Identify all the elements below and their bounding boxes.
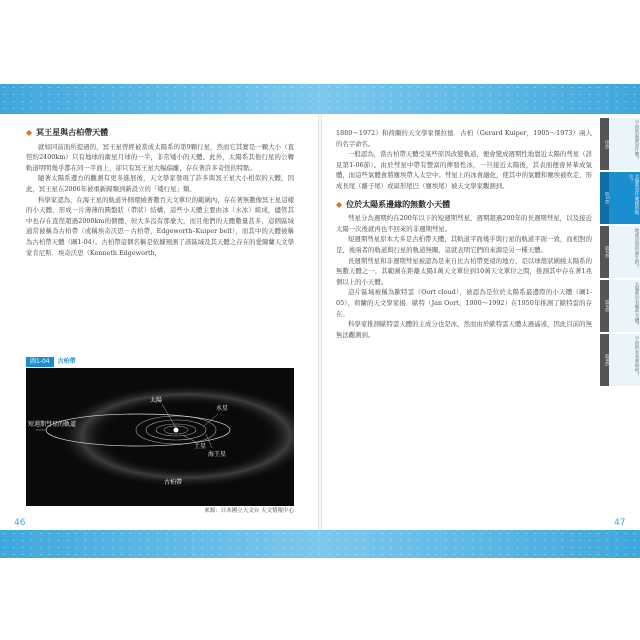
page-number-left: 46 xyxy=(14,518,26,528)
paragraph: 長週期彗星和非週期彗星被認為是來自比古柏帶更遠的地方，是以球殼狀圍繞太陽系的無數天體之一，其範圍在距離太陽1萬天文單位到10萬天文單位之間，推測其中存在著1兆個以上的小天體。 xyxy=(336,256,592,286)
kuiper-belt-illustration xyxy=(26,368,294,506)
kuiper-belt-figure xyxy=(26,368,294,506)
label-saturn: 土星 xyxy=(194,443,207,450)
paragraph: 科學家推測歐特雲天體的主成分也是冰，然而由於歐特雲天體太過遙遠，因此目前的無無法觀測到。 xyxy=(336,320,592,339)
label-kuiper-belt: 古柏帶 xyxy=(164,479,183,486)
book-gutter xyxy=(318,114,322,530)
chapter-tab[interactable]: 序章 宇宙的起源是什麼？ xyxy=(600,118,640,170)
figure-caption-bar xyxy=(26,357,294,367)
left-text-column xyxy=(26,128,294,258)
chapter-tab[interactable]: 第4章 宇宙的未來會如何？ xyxy=(600,334,640,386)
paragraph: 短週期彗星原本大多是古柏帶天體，其軌道平面幾乎與行星的軌道平面一致，而相對的是，後兩者的軌道與行星的軌道無關，這就表明它們的來源是另一種天體。 xyxy=(336,235,592,254)
figure-title: 古柏帶 xyxy=(57,358,76,365)
label-comet-orbit: 短週期彗星的軌道 xyxy=(28,421,77,428)
paragraph: 科學家認為，在海王星的軌道外側環繞著數百天文單位的範圍內，存在著無數像冥王星這樣的小天體，形成一片薄薄的圓盤狀（帶狀）結構，這些小天體主要由冰（水冰）組成，儘管其中也存在直徑超過2000km的個體，但大多沒有那麼大，而且他們的天體數量甚多，這個區域通常被稱為古柏帶（或稱埃奇沃思－古柏帶，Edgeworth–Kuiper belt），而其中的天體被稱為古柏帶天體（圖1-04）。古柏帶這個名稱是依據預測了該區域及其天體之存在的愛爾蘭天文學家肯尼斯．埃奇沃思（Kenneth Edgeworth， xyxy=(26,195,294,257)
paragraph: 1880～1972）和荷蘭的天文學家傑拉德．古柏（Gerard Kuiper，1905～1973）兩人的名字命名。 xyxy=(336,129,592,148)
chapter-tab[interactable]: 第3章 太陽系中有哪些天體？ xyxy=(600,280,640,332)
chapter-tab[interactable]: 第2章 地球是如何誕生的？ xyxy=(600,226,640,278)
paragraph: 就如同前面所提過的，冥王星曾經被當成太陽系的第9顆行星，然而它其實是一顆大小（直徑約2400km）只有地球的衛星月球的一半，非常矮小的天體。此外，太陽系其他行星的公轉軌道明明幾乎都在同一平面上，卻只有冥王星大幅偏離，存在著許多奇怪的特點。 xyxy=(26,142,294,172)
section-bullet-icon: ◆ xyxy=(336,199,343,209)
section-bullet-icon: ◆ xyxy=(26,128,33,137)
label-neptune: 海王星 xyxy=(208,451,227,458)
right-text-column xyxy=(336,128,592,340)
paragraph: 彗星分為週期約在200年以下的短週期彗星，週期超過200年的長週期彗星，以及接近太陽一次後就再也不回來的非週期彗星。 xyxy=(336,214,592,233)
section-heading: ◆ 冥王星與古柏帶天體 xyxy=(26,128,109,137)
chapter-index-tabs xyxy=(600,118,640,388)
sun-icon xyxy=(174,428,179,433)
figure-number: 圖1-04 xyxy=(26,357,54,367)
paragraph: 這片區域被稱為歐特雲（Oort cloud），被認為是位於太陽系最邊際的小天體（圖1-05），荷蘭的天文學家揚．歐特（Jan Oort，1900～1992）在1950年推測了歐特雲的存在。 xyxy=(336,288,592,318)
top-decorative-band xyxy=(0,84,640,114)
bottom-decorative-band xyxy=(0,530,640,558)
label-sun: 太陽 xyxy=(150,397,163,404)
paragraph: 一般認為，當古柏帶天體受某些原因改變軌道，便會變成週期性地靠近太陽的彗星（詳見第1-06節）。由於彗星中帶有豐富的揮發性冰，一旦接近太陽後，其表面便會昇華成氣體，而這些氣體會將塵埃帶入太空中。彗星上的冰會融化，使其中的氣體和塵埃被吹走，形成長尾（離子尾）或扇形尾巴（塵埃尾）被天文學家觀測到。 xyxy=(336,150,592,190)
label-mercury: 水星 xyxy=(216,405,229,412)
section-heading: ◆ 位於太陽系邊緣的無數小天體 xyxy=(336,199,451,209)
figure-credit: 來源：日本國立天文台 天文情報中心 xyxy=(204,508,294,514)
page-number-right: 47 xyxy=(614,518,626,528)
chapter-tab-active[interactable]: 第1章 太陽系是什麼樣的地方？ xyxy=(600,172,640,224)
paragraph: 隨著太陽系邊方的觀測有更多進展後，天文學家發現了許多與冥王星大小相似的天體，因此，冥王星在2006年被重新歸類到新設立的「矮行星」類。 xyxy=(26,174,294,193)
